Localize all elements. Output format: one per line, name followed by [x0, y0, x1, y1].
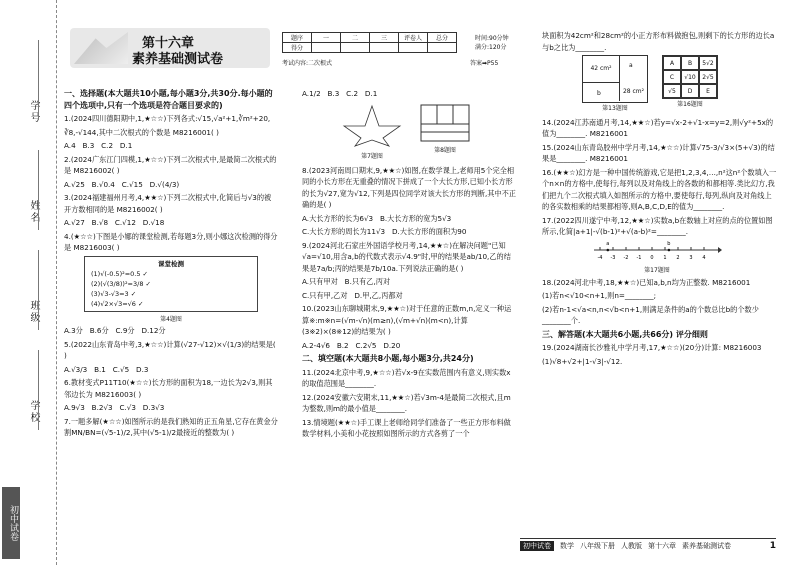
check-item: (4)√2×√3=√6 ✓ — [91, 299, 144, 308]
question-text: 9.(2024河北石家庄外国语学校月考,14,★★☆)在解决问题"已知√a=√10,用含a,b的代数式表示√4.9"时,甲的结果是ab/10,乙的结果是7a/b;丙的结果是7b/10a.下列说法正确的是( ) — [302, 240, 511, 273]
column-1 — [64, 88, 278, 441]
question-text: (1)√8+√2+|1-√3|-√12. — [542, 356, 623, 366]
score-header-cell: 评卷人 — [399, 33, 428, 43]
figure-8 — [420, 104, 470, 163]
student-id-label: 学号 — [28, 100, 39, 124]
class-line — [38, 250, 39, 330]
figure-caption: 第16题图 — [677, 101, 703, 108]
question-options: A.√3/3 B.1 C.√5 D.3 — [64, 364, 149, 374]
section-heading: 二、填空题(本大题共8小题,每小题3分,共24分) — [302, 354, 474, 363]
question-options: A.3分 B.6分 C.9分 D.12分 — [64, 326, 166, 335]
number-line-label: -1 — [636, 254, 642, 261]
question-text: 块面积为42cm²和28cm²的小正方形布料做抱包,则剩下的长方形的边长a与b之比为________. — [542, 31, 775, 52]
class-check-figure — [84, 256, 258, 312]
magic-cell: 2√5 — [699, 70, 717, 84]
question-text: (2)若n-1<√a<n,n<√b<n+1,则满足条件的a的个数总比b的个数少________个. — [542, 304, 759, 325]
square-42: 42 cm² — [583, 56, 620, 83]
number-line-label: 0 — [650, 254, 654, 261]
question-text: 18.(2024河北中考,18,★★☆)已知a,b,n均为正整数. M8216001 — [542, 277, 751, 287]
binding-margin — [0, 0, 57, 565]
footer-subject: 数学 — [560, 542, 574, 550]
question-text: 11.(2024北京中考,9,★☆☆)若√x-9在实数范围内有意义,则实数x的取值范围是________. — [302, 367, 511, 388]
score-input-cell[interactable] — [370, 43, 399, 53]
number-line — [592, 240, 722, 262]
footer-title: 素养基础测试卷 — [682, 542, 731, 550]
number-line-label: 1 — [663, 254, 667, 261]
figure-16 — [662, 55, 718, 115]
side-a-label: a — [629, 62, 633, 69]
question-options: A.√25 B.√0.4 C.√15 D.√(4/3) — [64, 179, 180, 189]
rectangles-figure — [420, 104, 470, 142]
climber-illustration — [74, 32, 128, 64]
answer-ref: 答案➡P55 — [470, 60, 499, 67]
side-b-label: b — [597, 90, 601, 97]
number-line-label: 4 — [702, 254, 706, 261]
score-input-cell[interactable] — [399, 43, 428, 53]
footer-tag: 初中试卷 — [520, 541, 554, 551]
question-options: A.9√3 B.2√3 C.√3 D.3√3 — [64, 403, 165, 412]
check-item: (3)√3-√3=3 ✓ — [91, 289, 137, 298]
question-options: A.大长方形的长为6√3 B.大长方形的宽为5√3 — [302, 213, 452, 223]
section-heading: 一、选择题(本大题共10小题,每小题3分,共30分.每小题的四个选项中,只有一个选项是符合题目要求的) — [64, 89, 273, 110]
figure-17 — [592, 240, 722, 277]
magic-cell: 5√2 — [699, 56, 717, 70]
question-text: 16.(★★☆)幻方是一种中国传统游戏,它是把1,2,3,4,…,n²这n²个数填入一个n×n的方格中,使每行,每列以及对角线上的各数的和都相等.类比幻方,我们把九个二次根式填入如图所示的方格中,要使每行,每列,纵向及对角线上的各实数相乘的结果都相等,则A,B,C,D,E的值为________. — [542, 167, 777, 211]
score-label-cell: 得分 — [283, 43, 312, 53]
footer-grade: 八年级下册 — [580, 542, 615, 550]
number-line-label: -3 — [610, 254, 616, 261]
score-input-cell[interactable] — [341, 43, 370, 53]
column-3 — [542, 30, 778, 369]
score-table — [282, 32, 457, 53]
magic-cell: C — [663, 70, 681, 84]
figure-13 — [582, 55, 648, 115]
question-options: A.√27 B.√8 C.√12 D.√18 — [64, 218, 165, 227]
fabric-figure — [582, 55, 648, 103]
footer-edition: 人教版 — [621, 542, 642, 550]
student-id-line — [38, 40, 39, 120]
question-options: A.1/2 B.3 C.2 D.1 — [302, 89, 378, 98]
question-options: A.2-4√6 B.2 C.2√5 D.20 — [302, 340, 401, 350]
number-line-label: 2 — [676, 254, 680, 261]
score-header-cell: 总分 — [428, 33, 457, 43]
number-line-point-a — [607, 248, 610, 251]
exam-content: 考试内容:二次根式 — [282, 60, 333, 67]
figure-caption: 第8题图 — [434, 147, 456, 154]
question-options: C.大长方形的周长为11√3 D.大长方形的面积为90 — [302, 227, 467, 236]
exam-logo: 初中试卷 — [2, 487, 20, 559]
question-text: 1.(2024四川德阳期中,1,★☆☆)下列各式:√15,√a²+1,∛m²+20, — [64, 114, 271, 123]
question-options: A.4 B.3 C.2 D.1 — [64, 141, 133, 150]
time-info — [475, 34, 509, 52]
school-line — [38, 350, 39, 430]
number-line-label: -4 — [597, 254, 603, 261]
question-text: 14.(2024江苏南通月考,14,★★☆)若y=√x-2+√1-x=y=2,则√y²+5x的值为________. M8216001 — [542, 117, 774, 138]
name-label: 姓名 — [28, 200, 39, 224]
column-2 — [302, 88, 516, 442]
check-item: (1)√(-0.5)²=0.5 ✓ — [91, 269, 149, 278]
figure-7 — [342, 104, 402, 163]
figure-caption: 第4题图 — [160, 315, 182, 323]
name-line — [38, 150, 39, 230]
question-text: 13.情境题(★★☆)手工课上老师给同学们准备了一些正方形布料做数学材料,小美和小花按照如图所示的方式各剪了一个 — [302, 417, 511, 438]
test-title: 素养基础测试卷 — [132, 52, 224, 67]
score-input-cell[interactable] — [312, 43, 341, 53]
question-options: A.只有甲对 B.只有乙,丙对 — [302, 277, 391, 286]
magic-cell: B — [681, 56, 699, 70]
check-title: 课堂检测 — [158, 259, 184, 268]
figure-caption: 第7题图 — [361, 153, 383, 160]
class-label: 班级 — [28, 300, 39, 324]
question-text: 5.(2022山东青岛中考,3,★☆☆)计算(√27-√12)×√(1/3)的结果是( ) — [64, 339, 279, 360]
question-text: 8.(2023河南周口期末,9,★★☆)如图,在数学课上,老师用5个完全相同的小长方形在无重叠的情况下拼成了一个大长方形,已知小长方形的长为√27,宽为√12,下列是四位同学对该大长方形的判断,其中不正确的是( ) — [302, 165, 516, 209]
question-options: C.只有甲,乙对 D.甲,乙,丙都对 — [302, 290, 403, 300]
chapter-title: 第十六章 — [142, 36, 195, 51]
question-text: 10.(2023山东聊城期末,9,★★☆)对于任意的正数m,n,定义一种运算※:m※n=(√m-√n)(m≥n),(√m+√n)(m<n),计算(3※2)×(8※12)的结果为( ) — [302, 304, 512, 336]
score-header-cell: 二 — [341, 33, 370, 43]
footer-chapter: 第十六章 — [648, 542, 676, 550]
page-footer — [520, 538, 776, 553]
figures-7-8 — [342, 104, 516, 163]
question-text: 12.(2024安徽六安期末,11,★★☆)若√3m-4是最简二次根式,且m为整数,则m的最小值是________. — [302, 392, 511, 413]
section-heading: 三、解答题(本大题共6小题,共66分) 评分细则 — [542, 329, 708, 339]
figure-caption: 第13题图 — [602, 105, 628, 112]
question-text: 17.(2022四川遂宁中考,12,★★☆)实数a,b在数轴上对应的点的位置如图所示,化简|a+1|-√(b-1)²+√(a-b)²=________. — [542, 215, 773, 236]
score-header-cell: 一 — [312, 33, 341, 43]
number-line-point-label: a — [606, 240, 610, 247]
school-label: 学校 — [28, 400, 39, 424]
full-score-text: 满分:120分 — [475, 44, 507, 51]
square-28: 28 cm² — [619, 82, 647, 101]
figures-13-16 — [582, 55, 778, 115]
number-line-point-b — [668, 248, 671, 251]
question-text: 4.(★☆☆)下图是小娜的课堂检测,若每题3分,则小娜这次检测的得分是 M8216003( ) — [64, 231, 278, 252]
magic-cell: √5 — [663, 84, 681, 98]
question-text: 6.教材变式P11T10(★☆☆)长方形的面积为18,一边长为2√3,则其邻边长为 M8216003( ) — [64, 378, 273, 399]
question-text: ∛8,-√144,其中二次根式的个数是 M8216001( ) — [64, 127, 219, 137]
magic-cell: A — [663, 56, 681, 70]
check-item: (2)(√(3/8))²=3/8 ✓ — [91, 279, 151, 288]
magic-cell: √10 — [681, 70, 699, 84]
magic-square — [662, 55, 718, 99]
number-line-label: -2 — [623, 254, 629, 261]
star-figure — [342, 104, 402, 148]
question-text: 19.(2024湖南长沙雅礼中学月考,17,★☆☆)(20分)计算: M8216003 — [542, 343, 762, 352]
magic-cell: E — [699, 84, 717, 98]
figure-caption: 第17题图 — [644, 267, 670, 274]
score-input-cell[interactable] — [428, 43, 457, 53]
score-header-cell: 三 — [370, 33, 399, 43]
number-line-point-label: b — [667, 240, 671, 247]
question-text: 15.(2024山东青岛胶州中学月考,14,★☆☆)计算√75-3/√3×(5+√3)的结果是________. M8216001 — [542, 142, 775, 163]
title-banner — [70, 28, 270, 68]
question-text: 3.(2024福建福州月考,4,★★☆)下列二次根式中,化简后与√3的被开方数相同的是 M8216002( ) — [64, 193, 272, 214]
time-text: 时间:90分钟 — [475, 35, 509, 42]
question-text: 2.(2024广东江门四模,1,★☆☆)下列二次根式中,是最简二次根式的是 M8216002( ) — [64, 154, 277, 175]
question-text: 7.一题多解(★☆☆)如图所示的是我们熟知的正五角星,它存在黄金分割MN/BN=(√5-1)/2,其中(√5-1)/2最接近的整数为( ) — [64, 416, 278, 437]
exam-header — [70, 28, 530, 68]
score-header-cell: 题序 — [283, 33, 312, 43]
question-text: (1)若n<√10<n+1,则n=________; — [542, 291, 657, 300]
page-number: 1 — [769, 541, 776, 551]
number-line-label: 3 — [689, 254, 693, 261]
magic-cell: D — [681, 84, 699, 98]
